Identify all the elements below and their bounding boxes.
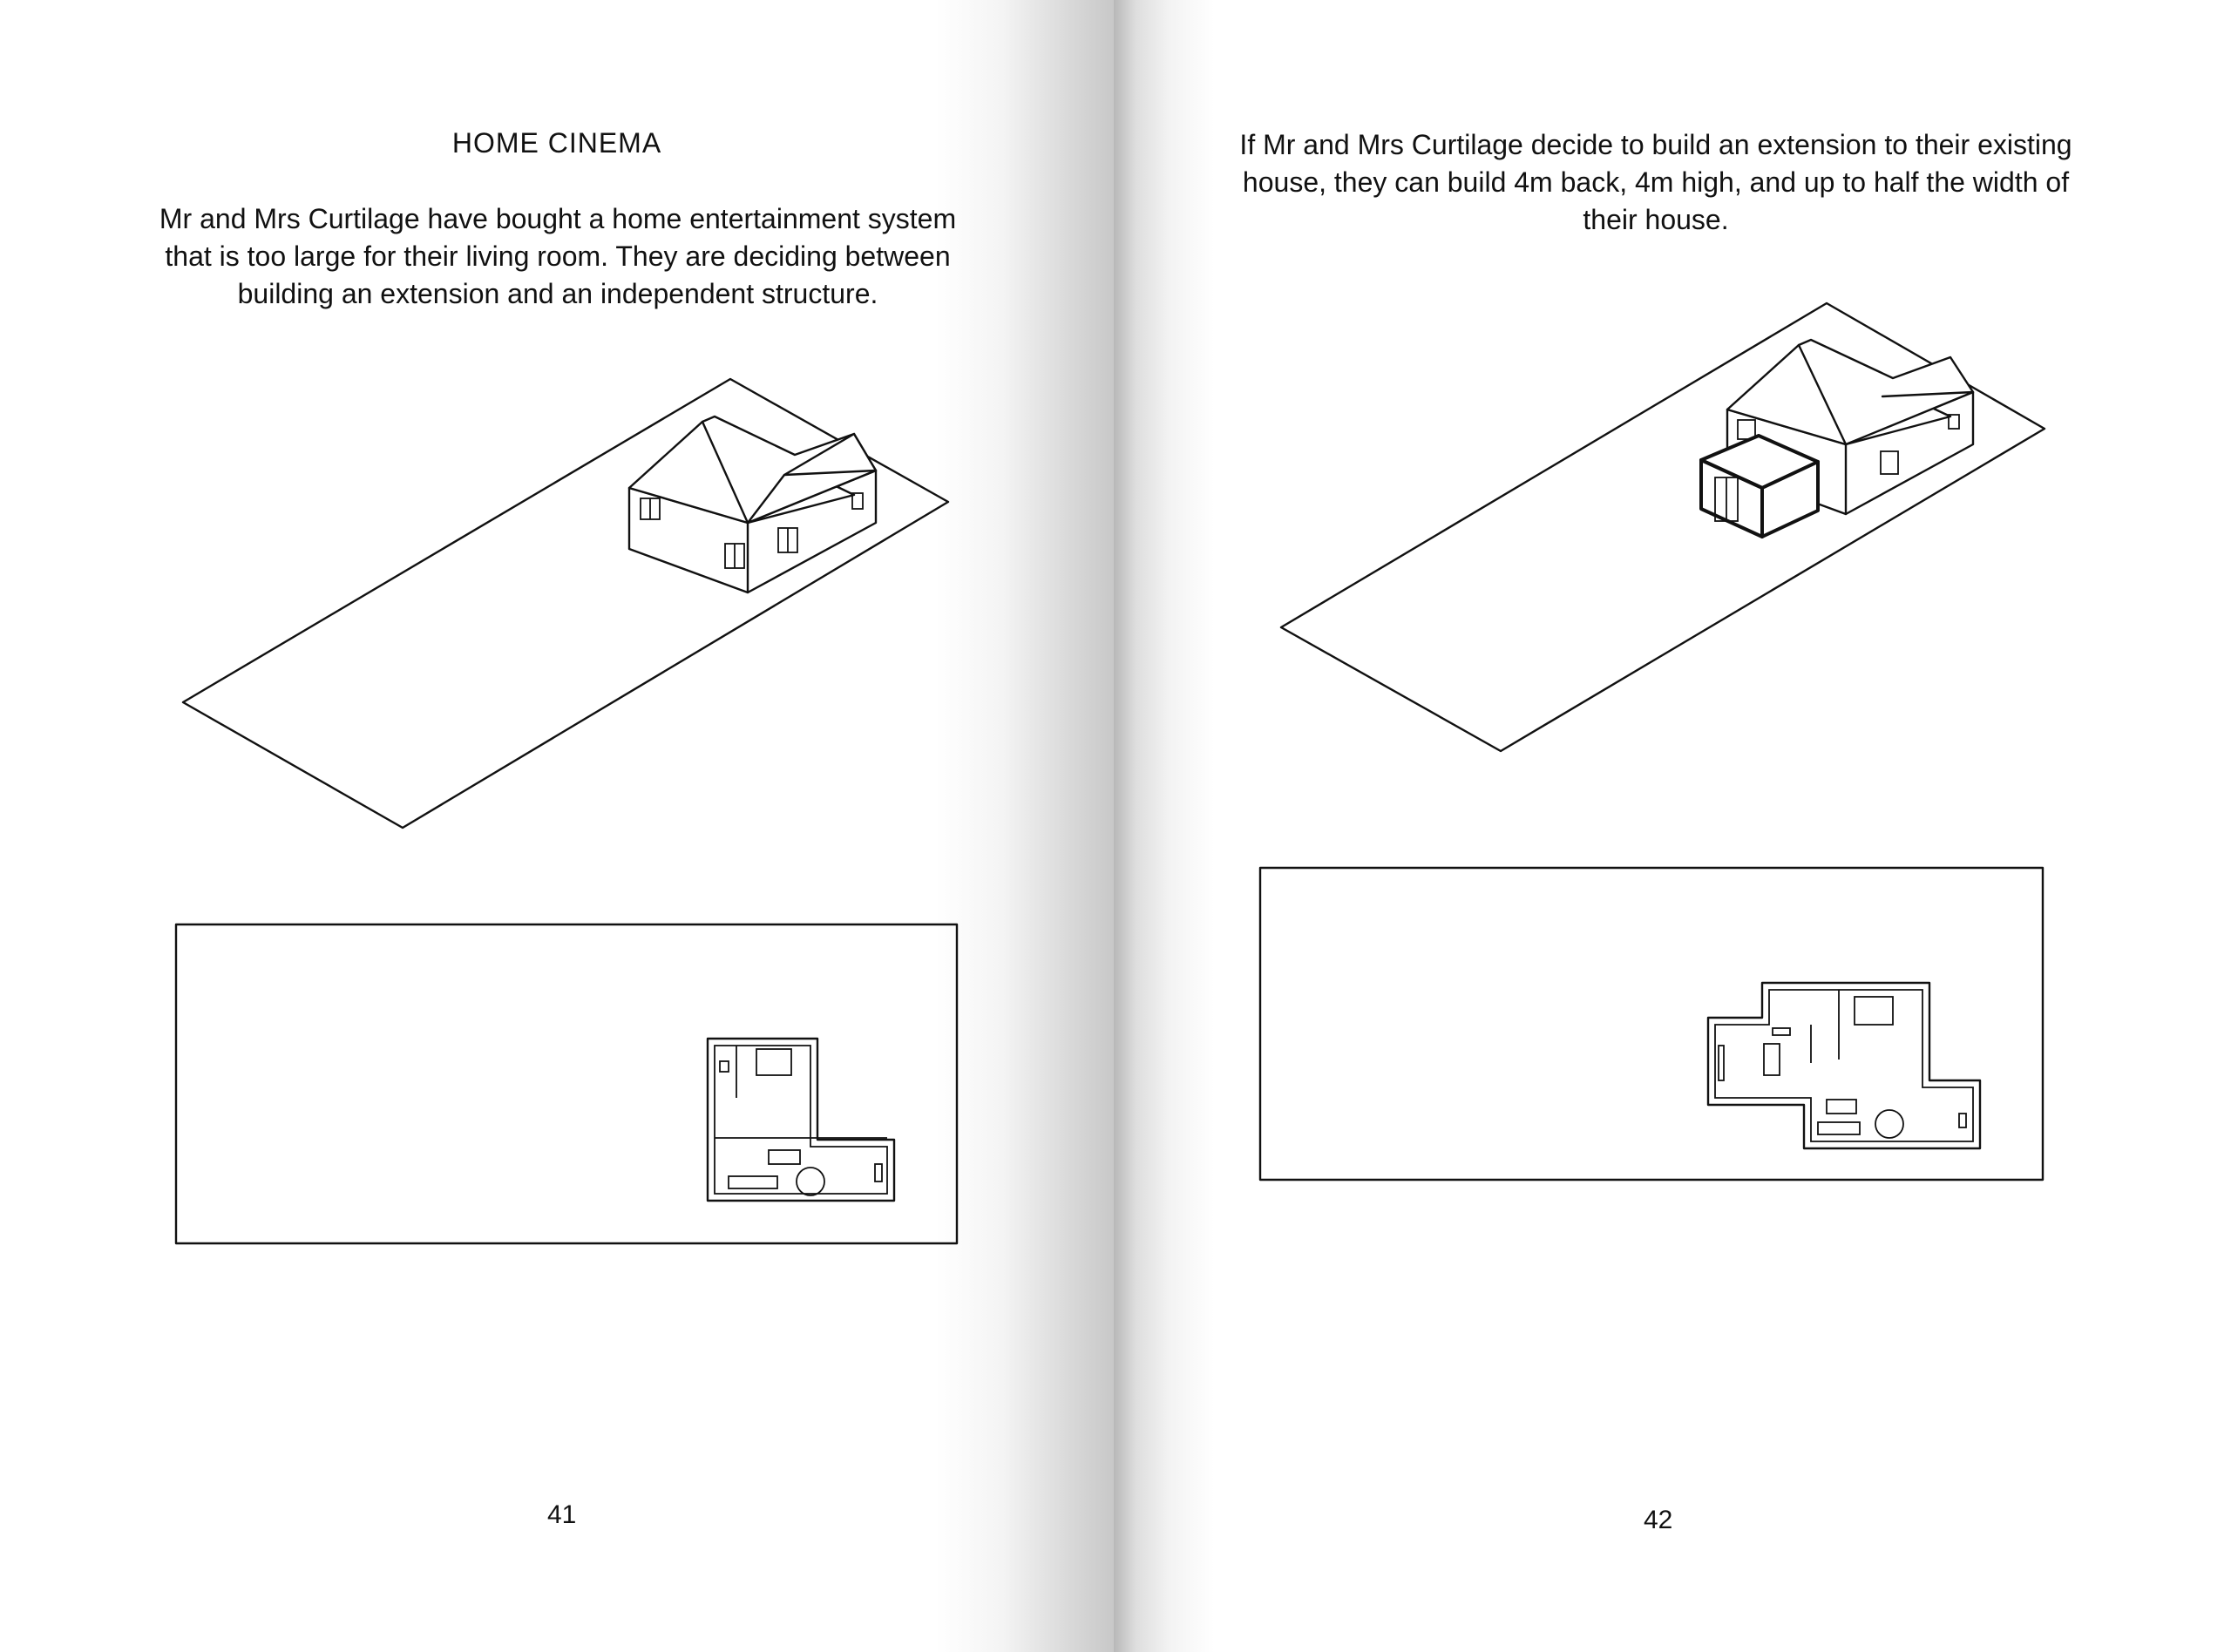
site-plan-drawing bbox=[176, 924, 957, 1243]
floor-plan-drawing bbox=[1708, 983, 1980, 1148]
right-illustrations bbox=[1114, 0, 2231, 1652]
isometric-plot-with-extension-drawing bbox=[1281, 303, 2045, 751]
isometric-plot-drawing bbox=[183, 379, 948, 828]
right-body-text: If Mr and Mrs Curtilage decide to build an extension to their existing house, they can build 4m back, 4m high, and up to half the width of their house. bbox=[1239, 129, 2072, 235]
site-plan-with-extension-drawing bbox=[1260, 868, 2043, 1180]
left-page bbox=[0, 0, 1114, 1652]
right-page bbox=[1114, 0, 2231, 1652]
page-number-right: 42 bbox=[1644, 1506, 1673, 1534]
left-body-text: Mr and Mrs Curtilage have bought a home entertainment system that is too large for their living room. They are deciding between building an extension and an independent structure. bbox=[159, 203, 957, 309]
left-illustrations bbox=[0, 0, 1114, 1652]
floor-plan-drawing bbox=[708, 1039, 894, 1201]
page-title: HOME CINEMA bbox=[451, 127, 662, 159]
page-number-left: 41 bbox=[547, 1500, 577, 1529]
